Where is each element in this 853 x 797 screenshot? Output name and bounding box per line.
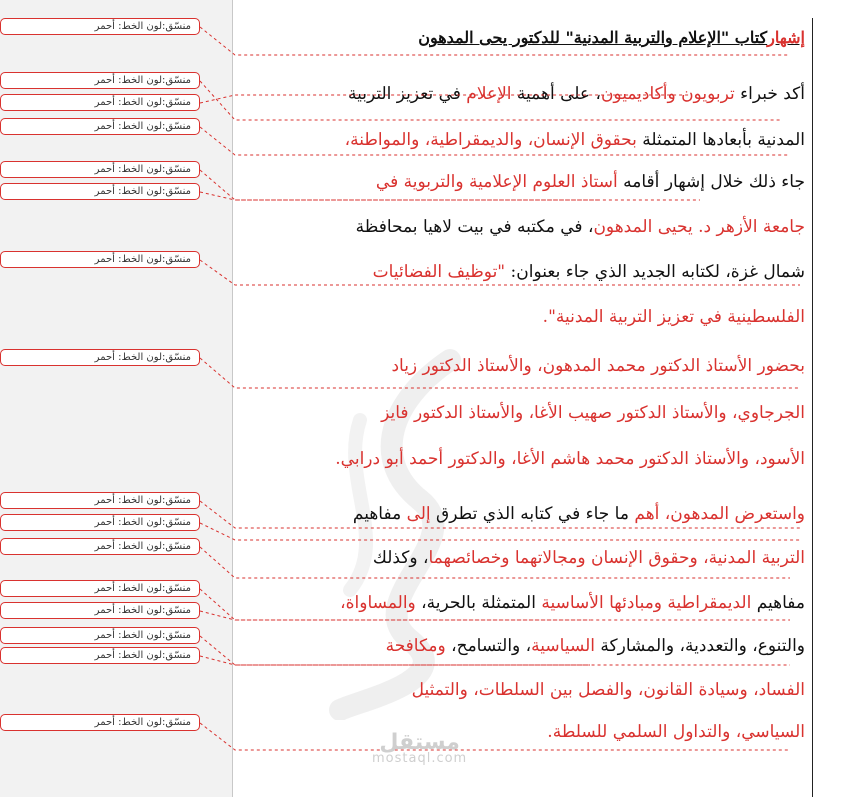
revision-balloon[interactable]: منسّق:لون الخط: أحمر	[0, 18, 200, 35]
text-run: مفاهيم	[352, 504, 407, 524]
text-run: ما جاء في كتابه الذي تطرق	[430, 504, 635, 524]
revised-text-run: ومكافحة	[385, 636, 446, 656]
revision-balloon[interactable]: منسّق:لون الخط: أحمر	[0, 183, 200, 200]
text-run: كتاب "الإعلام والتربية المدنية" للدكتور يحى المدهون	[418, 28, 768, 47]
text-run: ، والتسامح،	[445, 636, 532, 656]
text-run: جاء ذلك خلال	[705, 172, 805, 192]
text-run: المتمثلة بالحرية،	[415, 593, 542, 613]
watermark-calligraphy	[300, 340, 490, 720]
text-run: أكد خبراء	[734, 84, 805, 104]
paragraph-line[interactable]	[391, 356, 805, 376]
watermark-arabic: مستقل	[379, 730, 460, 755]
paragraph-line[interactable]	[340, 593, 805, 613]
text-run: شمال غزة، لكتابه الجديد الذي جاء بعنوان:	[505, 262, 805, 282]
paragraph-line[interactable]	[348, 84, 805, 104]
revised-text-run: الإعلام	[466, 84, 512, 104]
text-run: ، وكذلك	[372, 548, 429, 568]
paragraph-line[interactable]	[547, 722, 805, 742]
revision-balloon[interactable]: منسّق:لون الخط: أحمر	[0, 72, 200, 89]
revised-text-run: السياسي، والتداول السلمي للسلطة.	[547, 722, 805, 742]
revised-text-run: والمساواة،	[340, 593, 416, 613]
paragraph-line[interactable]	[345, 130, 805, 150]
paragraph-line[interactable]	[373, 548, 805, 568]
paragraph-line[interactable]	[412, 680, 805, 700]
revised-text-run: الفساد، وسيادة القانون، والفصل بين السلطات، والتمثيل	[411, 680, 805, 700]
revision-balloon[interactable]: منسّق:لون الخط: أحمر	[0, 118, 200, 135]
paragraph-line[interactable]	[356, 217, 805, 237]
paragraph-line[interactable]	[373, 262, 805, 282]
watermark-latin: mostaql.com	[372, 751, 468, 766]
revision-balloon[interactable]: منسّق:لون الخط: أحمر	[0, 627, 200, 644]
revision-balloon[interactable]: منسّق:لون الخط: أحمر	[0, 349, 200, 366]
text-run: أقامه	[617, 172, 665, 192]
revision-balloon[interactable]: منسّق:لون الخط: أحمر	[0, 161, 200, 178]
revision-balloon[interactable]: منسّق:لون الخط: أحمر	[0, 251, 200, 268]
text-run: ، على أهمية	[511, 84, 601, 104]
text-run: مفاهيم	[751, 593, 805, 613]
page-right-border	[812, 18, 813, 797]
revision-balloon[interactable]: منسّق:لون الخط: أحمر	[0, 647, 200, 664]
revised-text-run: الأسود، والأستاذ الدكتور محمد هاشم الأغا، والدكتور أحمد أبو درابي.	[335, 449, 805, 469]
revision-balloon[interactable]: منسّق:لون الخط: أحمر	[0, 492, 200, 509]
revision-balloon[interactable]: منسّق:لون الخط: أحمر	[0, 714, 200, 731]
paragraph-line[interactable]	[381, 403, 805, 423]
paragraph-line[interactable]	[543, 307, 805, 327]
paragraph-line[interactable]	[376, 172, 805, 192]
revision-balloon[interactable]: منسّق:لون الخط: أحمر	[0, 580, 200, 597]
revision-balloon[interactable]: منسّق:لون الخط: أحمر	[0, 602, 200, 619]
document-title[interactable]	[418, 28, 805, 47]
revised-text-run: الجرجاوي، والأستاذ الدكتور صهيب الأغا، والأستاذ الدكتور فايز	[381, 403, 805, 423]
revision-balloon[interactable]: منسّق:لون الخط: أحمر	[0, 94, 200, 111]
revised-text-run: أستاذ العلوم الإعلامية والتربوية في	[375, 172, 618, 192]
revision-balloon[interactable]: منسّق:لون الخط: أحمر	[0, 538, 200, 555]
revision-balloon[interactable]: منسّق:لون الخط: أحمر	[0, 514, 200, 531]
watermark	[372, 730, 467, 766]
paragraph-line[interactable]	[386, 636, 805, 656]
paragraph-line[interactable]	[353, 504, 805, 524]
text-run: والتنوع، والتعددية، والمشاركة	[595, 636, 805, 656]
revised-text-run: الديمقراطية ومبادئها الأساسية	[541, 593, 752, 613]
revised-text-run: واستعرض المدهون، أهم	[634, 504, 805, 524]
revised-text-run: بحضور الأستاذ الدكتور محمد المدهون، والأستاذ الدكتور زياد	[391, 356, 805, 376]
revised-text-run: التربية المدنية، وحقوق الإنسان ومجالاتهما وخصائصهما	[428, 548, 805, 568]
revised-text-run: إلى	[406, 504, 431, 524]
revised-text-run: تربويون وأكاديميون	[600, 84, 735, 104]
text-run: إشهار	[664, 172, 706, 192]
revised-text-run: بحقوق الإنسان، والديمقراطية، والمواطنة،	[344, 130, 637, 150]
revised-text-run: الفلسطينية في تعزيز التربية المدنية".	[542, 307, 805, 327]
paragraph-line[interactable]	[335, 449, 805, 469]
revised-text-run: السياسية	[531, 636, 596, 656]
text-run: ، في مكتبه في بيت لاهيا بمحافظة	[355, 217, 594, 237]
revised-text-run: إشهار	[767, 28, 805, 47]
revised-text-run: جامعة الأزهر د. يحيى المدهون	[593, 217, 805, 237]
text-run: في تعزيز التربية	[347, 84, 467, 104]
revised-text-run: "توظيف الفضائيات	[372, 262, 506, 282]
text-run: المدنية بأبعادها المتمثلة	[636, 130, 805, 150]
